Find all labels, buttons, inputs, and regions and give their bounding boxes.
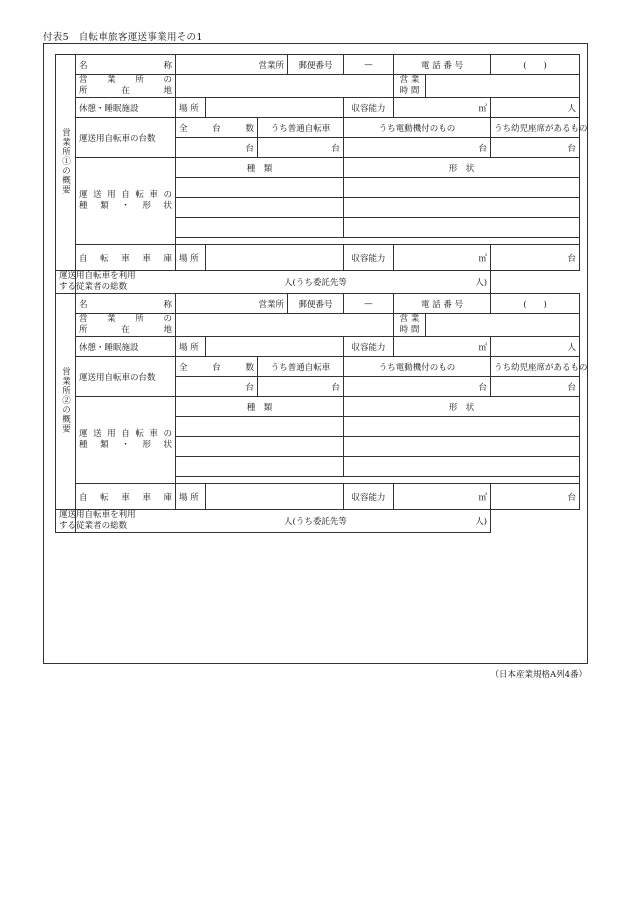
- garage-area-field[interactable]: ㎡: [394, 245, 491, 271]
- form-table: [55, 54, 588, 533]
- garage-label: 自 転 車 車 庫: [76, 245, 176, 271]
- postal-label: 郵便番号: [288, 294, 344, 314]
- address-label: 営 業 所 の 所 在 地: [76, 314, 176, 337]
- address-label: 営 業 所 の 所 在 地: [76, 75, 176, 98]
- shape-field[interactable]: [344, 437, 580, 457]
- rest-people-field[interactable]: 人: [491, 337, 580, 357]
- bike-count-label: 運送用自転車の台数: [76, 118, 176, 158]
- shape-field[interactable]: [344, 218, 580, 238]
- address-field[interactable]: [176, 75, 394, 98]
- kind-shape-label: 運 送 用 自 転 車 の 種 類 ・ 形 状: [76, 397, 176, 484]
- child-seat-count-label: うち幼児座席があるもの: [491, 118, 580, 138]
- child-seat-count-label: うち幼児座席があるもの: [491, 357, 580, 377]
- garage-place-field[interactable]: [206, 484, 344, 510]
- garage-label: 自 転 車 車 庫: [76, 484, 176, 510]
- rest-area-field[interactable]: ㎡: [394, 337, 491, 357]
- section-label-text: 営業所①の概要: [60, 127, 71, 195]
- rest-area-field[interactable]: ㎡: [394, 98, 491, 118]
- section-label-text: 営業所②の概要: [60, 366, 71, 434]
- phone-label: 電 話 番 号: [394, 294, 491, 314]
- staff-field[interactable]: 人(うち委託先等 人): [76, 510, 491, 533]
- kind-field[interactable]: [176, 417, 344, 437]
- spacer-row: [176, 477, 580, 484]
- garage-place-field[interactable]: [206, 245, 344, 271]
- shape-field[interactable]: [344, 198, 580, 218]
- ordinary-count-label: うち普通自転車: [258, 118, 344, 138]
- electric-count-label: うち電動機付のもの: [344, 118, 491, 138]
- rest-place-label: 場 所: [176, 337, 206, 357]
- hours-field[interactable]: [426, 314, 580, 337]
- kind-field[interactable]: [176, 457, 344, 477]
- total-count-label: 全 台 数: [176, 118, 258, 138]
- electric-count-field[interactable]: 台: [344, 138, 491, 158]
- garage-place-label: 場 所: [176, 484, 206, 510]
- section-label: [56, 294, 76, 510]
- garage-place-label: 場 所: [176, 245, 206, 271]
- rest-facility-label: 休憩・睡眠施設: [76, 98, 176, 118]
- staff-label: 運 送 用 自 転 車 を 利 用 す る 従 業 者 の 総 数: [56, 271, 76, 294]
- rest-place-field[interactable]: [206, 98, 344, 118]
- total-count-label: 全 台 数: [176, 357, 258, 377]
- phone-field[interactable]: ( ): [491, 55, 580, 75]
- section-label: [56, 55, 76, 271]
- ordinary-count-label: うち普通自転車: [258, 357, 344, 377]
- shape-field[interactable]: [344, 417, 580, 437]
- electric-count-field[interactable]: 台: [344, 377, 491, 397]
- bike-count-label: 運送用自転車の台数: [76, 357, 176, 397]
- total-count-field[interactable]: 台: [176, 138, 258, 158]
- rest-place-field[interactable]: [206, 337, 344, 357]
- footer-note: （日本産業規格A列4番）: [490, 670, 587, 680]
- rest-facility-label: 休憩・睡眠施設: [76, 337, 176, 357]
- hours-field[interactable]: [426, 75, 580, 98]
- garage-capacity-label: 収容能力: [344, 245, 394, 271]
- ordinary-count-field[interactable]: 台: [258, 377, 344, 397]
- spacer-row: [176, 238, 580, 245]
- kind-header: 種 類: [176, 158, 344, 178]
- kind-header: 種 類: [176, 397, 344, 417]
- staff-field[interactable]: 人(うち委託先等 人): [76, 271, 491, 294]
- child-seat-count-field[interactable]: 台: [491, 377, 580, 397]
- shape-field[interactable]: [344, 457, 580, 477]
- office-name-field[interactable]: 営業所: [176, 55, 288, 75]
- garage-unit-field[interactable]: 台: [491, 484, 580, 510]
- kind-field[interactable]: [176, 178, 344, 198]
- phone-label: 電 話 番 号: [394, 55, 491, 75]
- name-label: 名 称: [76, 55, 176, 75]
- rest-people-field[interactable]: 人: [491, 98, 580, 118]
- rest-capacity-label: 収容能力: [344, 98, 394, 118]
- shape-field[interactable]: [344, 178, 580, 198]
- total-count-field[interactable]: 台: [176, 377, 258, 397]
- ordinary-count-field[interactable]: 台: [258, 138, 344, 158]
- staff-label: 運 送 用 自 転 車 を 利 用 す る 従 業 者 の 総 数: [56, 510, 76, 533]
- rest-capacity-label: 収容能力: [344, 337, 394, 357]
- postal-field[interactable]: —: [344, 55, 394, 75]
- garage-capacity-label: 収容能力: [344, 484, 394, 510]
- form-title: 付表5 自転車旅客運送事業用その1: [43, 32, 203, 43]
- name-label: 名 称: [76, 294, 176, 314]
- phone-field[interactable]: ( ): [491, 294, 580, 314]
- garage-area-field[interactable]: ㎡: [394, 484, 491, 510]
- shape-header: 形 状: [344, 397, 580, 417]
- kind-field[interactable]: [176, 437, 344, 457]
- postal-field[interactable]: —: [344, 294, 394, 314]
- shape-header: 形 状: [344, 158, 580, 178]
- electric-count-label: うち電動機付のもの: [344, 357, 491, 377]
- garage-unit-field[interactable]: 台: [491, 245, 580, 271]
- kind-field[interactable]: [176, 218, 344, 238]
- child-seat-count-field[interactable]: 台: [491, 138, 580, 158]
- rest-place-label: 場 所: [176, 98, 206, 118]
- hours-label: 営 業 時 間: [394, 75, 426, 98]
- address-field[interactable]: [176, 314, 394, 337]
- hours-label: 営 業 時 間: [394, 314, 426, 337]
- kind-shape-label: 運 送 用 自 転 車 の 種 類 ・ 形 状: [76, 158, 176, 245]
- office-name-field[interactable]: 営業所: [176, 294, 288, 314]
- postal-label: 郵便番号: [288, 55, 344, 75]
- kind-field[interactable]: [176, 198, 344, 218]
